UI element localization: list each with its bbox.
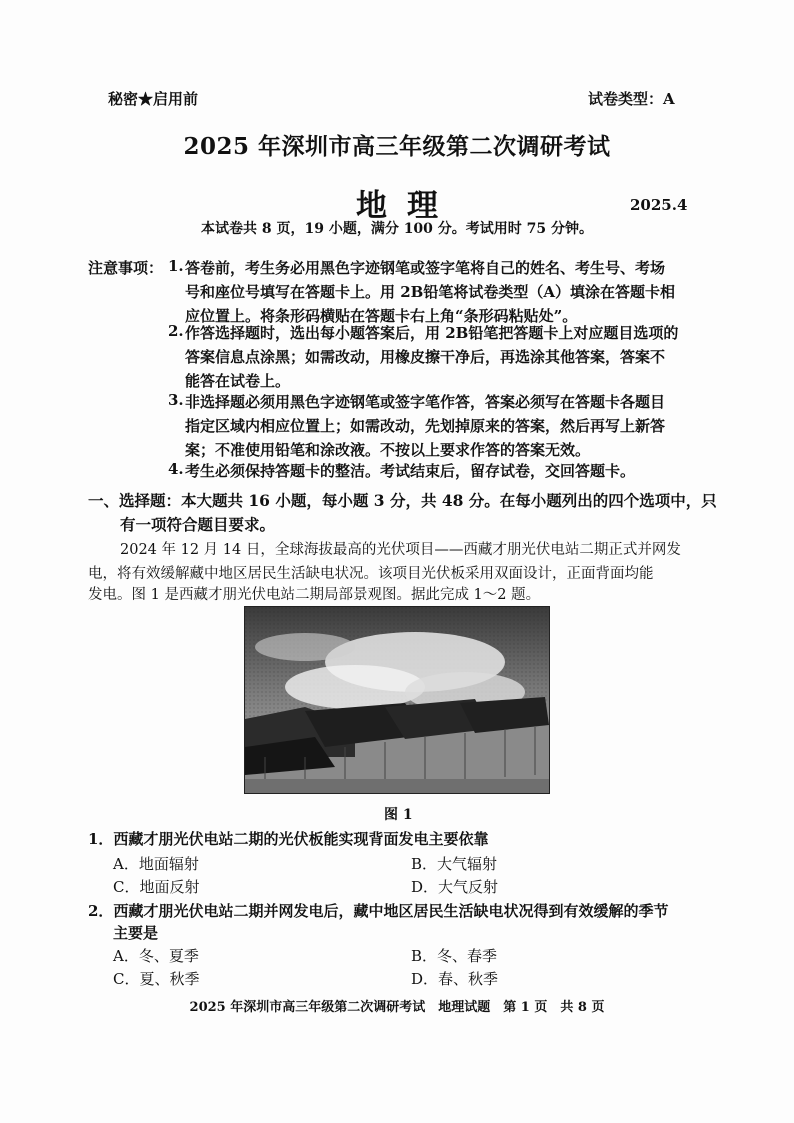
note-line: 应位置上。将条形码横贴在答题卡右上角“条形码粘贴处”。 [185, 307, 578, 325]
figure-caption: 图 1 [384, 807, 413, 823]
note-number: 1. [168, 257, 184, 275]
q2-option-c: C．夏、秋季 [113, 970, 200, 988]
note-number: 3. [168, 391, 184, 409]
q1-option-d: D．大气反射 [411, 878, 499, 896]
material-line: 2024 年 12 月 14 日，全球海拔最高的光伏项目——西藏才朋光伏电站二期正式并网发 [120, 542, 681, 558]
confidential-label: 秘密★启用前 [108, 90, 199, 108]
question-1-stem: 1．西藏才朋光伏电站二期的光伏板能实现背面发电主要依靠 [88, 830, 489, 848]
note-line: 考生必须保持答题卡的整洁。考试结束后，留存试卷，交回答题卡。 [185, 462, 636, 480]
q1-option-a: A．地面辐射 [113, 855, 199, 873]
note-line: 作答选择题时，选出每小题答案后，用 2B铅笔把答题卡上对应题目选项的 [185, 324, 679, 342]
section-heading-cont: 有一项符合题目要求。 [120, 515, 276, 534]
notes-label: 注意事项： [88, 259, 164, 277]
exam-title: 2025 年深圳市高三年级第二次调研考试 [183, 133, 611, 160]
note-line: 答卷前，考生务必用黑色字迹钢笔或签字笔将自己的姓名、考生号、考场 [185, 259, 666, 277]
material-line: 电，将有效缓解藏中地区居民生活缺电状况。该项目光伏板采用双面设计，正面背面均能 [88, 566, 654, 582]
q2-option-a: A．冬、夏季 [113, 947, 199, 965]
q1-option-c: C．地面反射 [113, 878, 200, 896]
question-2-stem-cont: 主要是 [113, 924, 159, 942]
note-line: 答案信息点涂黑；如需改动，用橡皮擦干净后，再选涂其他答案，答案不 [185, 348, 666, 366]
note-line: 号和座位号填写在答题卡上。用 2B铅笔将试卷类型（A）填涂在答题卡相 [185, 283, 675, 301]
page-footer: 2025 年深圳市高三年级第二次调研考试 地理试题 第 1 页 共 8 页 [189, 1000, 605, 1015]
solar-station-photo [244, 606, 550, 794]
q1-option-b: B．大气辐射 [411, 855, 498, 873]
note-line: 指定区域内相应位置上；如需改动，先划掉原来的答案，然后再写上新答 [185, 417, 666, 435]
q2-option-d: D．春、秋季 [411, 970, 499, 988]
question-2-stem: 2．西藏才朋光伏电站二期并网发电后，藏中地区居民生活缺电状况得到有效缓解的季节 [88, 902, 669, 920]
subject-title: 地理 [356, 188, 458, 224]
exam-date: 2025.4 [630, 196, 688, 214]
paper-type-label: 试卷类型：A [588, 90, 675, 108]
note-line: 案；不准使用铅笔和涂改液。不按以上要求作答的答案无效。 [185, 441, 591, 459]
material-line: 发电。图 1 是西藏才朋光伏电站二期局部景观图。据此完成 1～2 题。 [88, 587, 541, 603]
note-number: 2. [168, 322, 184, 340]
exam-info: 本试卷共 8 页，19 小题，满分 100 分。考试用时 75 分钟。 [200, 221, 594, 237]
note-line: 能答在试卷上。 [185, 372, 291, 390]
section-heading: 一、选择题：本大题共 16 小题，每小题 3 分，共 48 分。在每小题列出的四个选项中，只 [88, 491, 717, 510]
q2-option-b: B．冬、春季 [411, 947, 498, 965]
note-number: 4. [168, 460, 184, 478]
note-line: 非选择题必须用黑色字迹钢笔或签字笔作答，答案必须写在答题卡各题目 [185, 393, 666, 411]
